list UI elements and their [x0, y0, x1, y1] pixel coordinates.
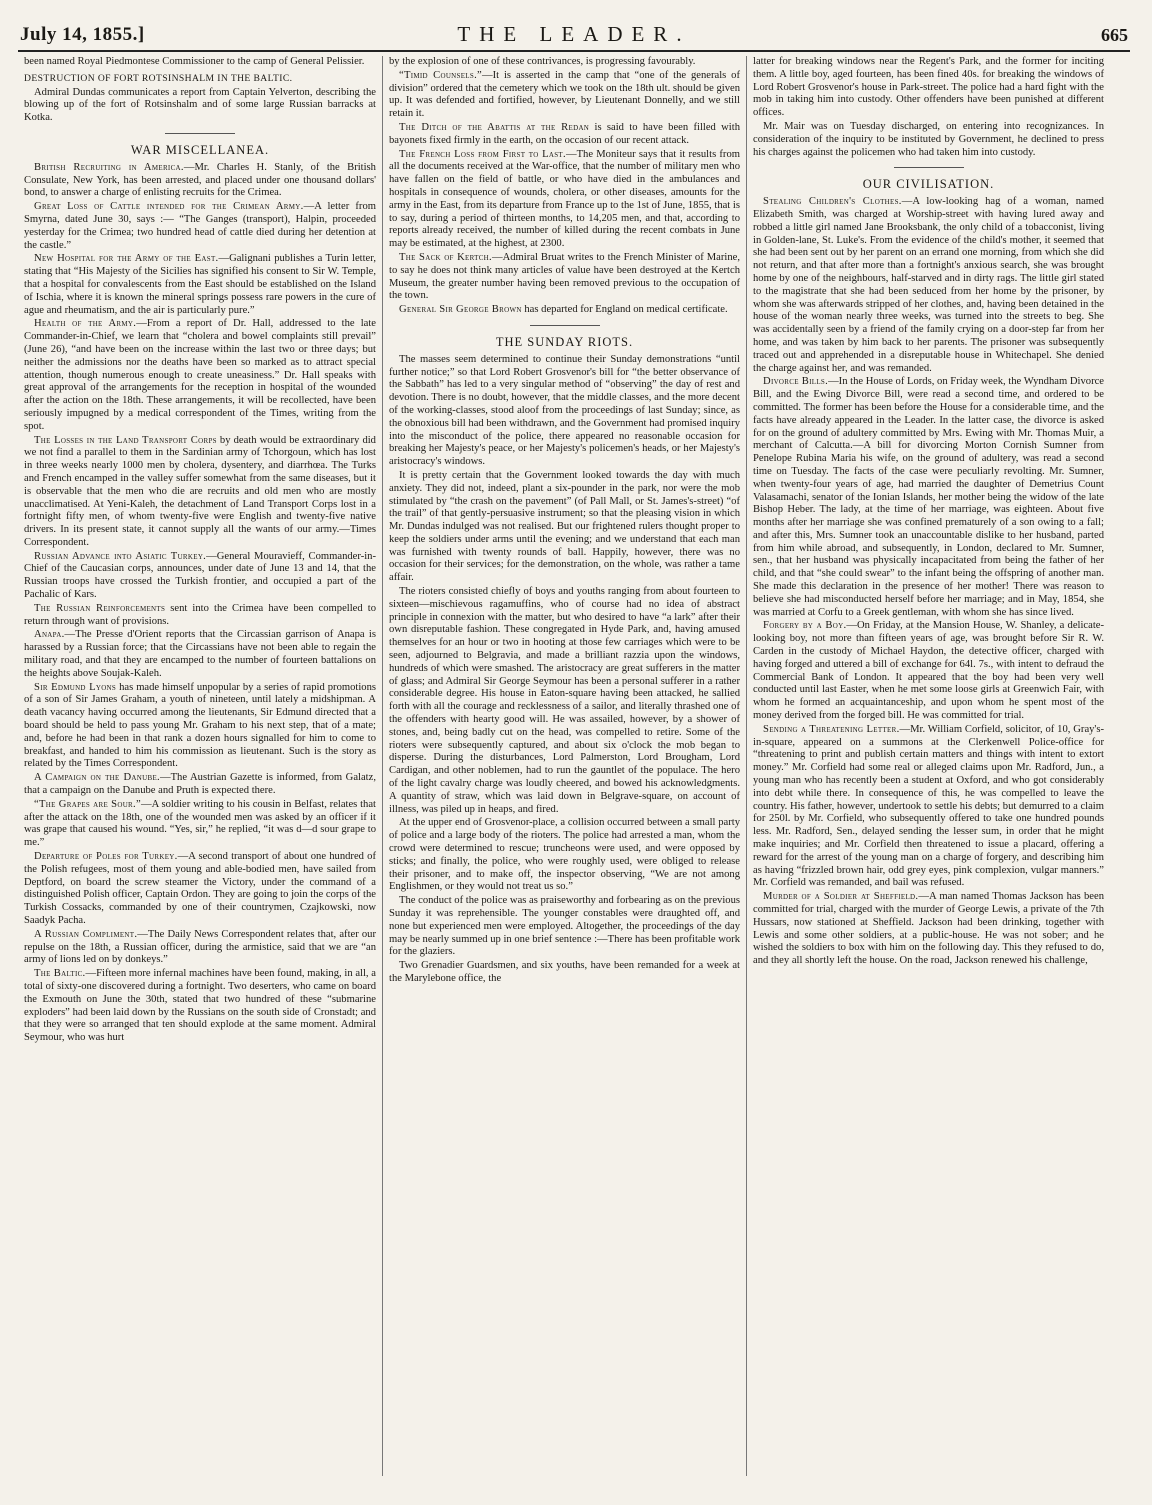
article — [24, 603, 376, 629]
article-body: —A low-looking hag of a woman, named Elizabeth Smith, was charged at Worship-street with having lured away and robbed a little girl named Jane Brooksbank, the only child of a tobacconist, living in Golden-lane, St. Luke's. From the evidence of the child's mother, it seemed that she had been sent out by her parent on an errand one morning, from which she did not return, and that after more than a fortnight's anxious search, she was brought home by one of the neighbours, half-starved and in dirty rags. The little girl stated to the magistrate that she had been seduced from her home by the prisoner, by whom she was afterwards stripped of her clothes, and, having been detained in the house of the woman nearly three weeks, was turned into the streets to beg. She was accidentally seen by a friend of the family crying on a door-step far from her home, and was taken by him back to her parents. The prisoner was subsequently traced out and apprehended in a disreputable house in Whitechapel. She denied the charge against her, and was remanded. — [753, 196, 1104, 374]
subheading: DESTRUCTION OF FORT ROTSINSHALM IN THE BALTIC. — [24, 72, 293, 84]
article-title: “The Grapes are Sour.” — [34, 798, 141, 810]
section-divider — [530, 325, 600, 326]
article-title: Health of the Army. — [34, 318, 137, 330]
paragraph: Two Grenadier Guardsmen, and six youths, have been remanded for a week at the Marylebone office, the — [389, 960, 740, 984]
paragraph: Admiral Dundas communicates a report from Captain Yelverton, describing the blowing up of the fort of Rotsinshalm and of some large Russian barracks at Kotka. — [24, 86, 376, 124]
article-title: Russian Advance into Asiatic Turkey. — [34, 550, 207, 562]
article-body: —A letter from Smyrna, dated June 30, says :— “The Ganges (transport), Halpin, proceeded yesterday for the Crimea; two hundred head of cattle died during her detention at the castle.” — [24, 201, 376, 251]
paragraph: The conduct of the police was as praiseworthy and forbearing as on the previous Sunday it was reprehensible. The younger constables were draughted off, and none but experienced men were employed. Altogether, the proceedings of the day may be nearly summed up in one brief sentence :—There has been profitable work for the glaziers. — [389, 895, 740, 958]
masthead — [18, 14, 1130, 50]
article-title: The Losses in the Land Transport Corps — [34, 434, 217, 446]
article-title: The Sack of Kertch. — [399, 251, 492, 263]
article — [24, 253, 376, 317]
column-1 — [18, 56, 382, 1476]
issue-date: July 14, 1855.] — [20, 24, 145, 45]
article-body: —Fifteen more infernal machines have been found, making, in all, a total of sixty-one discovered during a fortnight. Two deserters, who came on board the Exmouth on June the 30th, stated that two hundred of these “submarine exploders” had been laid down by the Russians on the south side of Cronstadt; and that they were so arranged that ten should explode at the same moment. Admiral Seymour, who was hurt — [24, 968, 377, 1044]
article — [389, 304, 740, 317]
article-title: The Russian Reinforcements — [34, 602, 166, 614]
column-3 — [746, 56, 1110, 1476]
section-heading-our-civilisation: OUR CIVILISATION. — [862, 177, 995, 192]
article — [24, 772, 376, 798]
article-title: Departure of Poles for Turkey. — [34, 851, 178, 863]
article — [389, 122, 740, 148]
page-number: 665 — [1101, 25, 1128, 45]
paragraph: Mr. Mair was on Tuesday discharged, on entering into recognizances. In consideration of the inquiry to be instituted by Government, he declined to press his charges against the policemen who had taken him into custody. — [753, 120, 1104, 158]
article — [24, 799, 376, 850]
article-title: Murder of a Soldier at Sheffield. — [763, 891, 919, 903]
paragraph: latter for breaking windows near the Regent's Park, and the former for inciting them. A little boy, aged fourteen, has been fined 40s. for breaking the windows of Lord Robert Grosvenor's house in Park-street. The police had a hard fight with the mob in taking him into custody. Other offenders have been punished at different offices. — [753, 56, 1104, 119]
article — [24, 929, 376, 967]
section-divider — [165, 133, 235, 134]
article — [24, 968, 376, 1045]
section-heading-war-miscellanea: WAR MISCELLANEA. — [130, 142, 270, 157]
article-body: —A second transport of about one hundred of the Polish refugees, most of them young and able-bodied men, have sailed from Deptford, on board the screw steamer the Victory, under the command of a distinguished Polish officer, Captain Ordon. They are going to join the corps of the Turkish Cossacks, commanded by one of their countrymen, Czajkowski, now Saadyk Pacha. — [24, 851, 376, 926]
article-body: —On Friday, at the Mansion House, W. Shanley, a delicate-looking boy, not more than fifteen years of age, was brought before Sir R. W. Carden in the custody of Michael Haydon, the detective officer, charged with having forged and uttered a bill of exchange for 64l. 7s., with intent to defraud the Commercial Bank of London. It appeared that the boy had been very well conducted until last Easter, when he met some loose girls at Greenwich Fair, with whom he formed an acquaintanceship, and upon whom he spent most of the money derived from the forged bill. He was committed for trial. — [753, 620, 1104, 722]
article-body: —A soldier writing to his cousin in Belfast, relates that after the attack on the 18th, one of the wounded men was asked by an officer if it was grape that caused his wound. “Yes, sir,” he replied, “it was d—d sour grape to me.” — [24, 798, 376, 849]
article-title: The Ditch of the Abattis at the Redan — [399, 121, 590, 133]
article-body: is said to have been filled with bayonets fixed firmly in the earth, on the occasion of our recent attack. — [389, 121, 740, 146]
article-title: A Russian Compliment. — [34, 928, 138, 940]
article-title: New Hospital for the Army of the East. — [34, 253, 219, 265]
article-title: A Campaign on the Danube. — [34, 772, 160, 784]
article-body: —Mr. Charles H. Stanly, of the British Consulate, New York, has been arrested, and placed under one thousand dollars' bond, to answer a charge of enlisting recruits for the Crimea. — [24, 161, 376, 199]
article-title: “Timid Counsels.” — [399, 69, 483, 81]
article — [753, 196, 1104, 375]
article-title: British Recruiting in America. — [34, 161, 184, 173]
article-body: —In the House of Lords, on Friday week, the Wyndham Divorce Bill, and the Ewing Divorce Bill, were read a second time, and ordered to be committed. The former has been before the House for a considerable time, and the facts have already appeared in the Leader. In the latter case, the divorce is asked for on the ground of adultery committed by Mrs. Ewing with Mr. Thomas Muir, a merchant of Calcutta.—A bill for divorcing Morton Cornish Sumner from Penelope Rubina Maria his wife, on the ground of adultery, was read a second time on Tuesday. The facts of the case were peculiarly revolting. Mr. Sumner, when twenty-four years of age, had married the daughter of Demetrius Count Valasamachi, senator of the Ionian Islands, her mother being the widow of the late Bishop Heber. The lady, at the time of her marriage, was eighteen. About five months after her marriage she was confined prematurely of a son owing to a fall; and after this, Mrs. Sumner took an unaccountable dislike to her husband, parted from him while abroad, and subsequently, in London, declared to Mr. Sumner, sen., that her husband was physically incapacitated from being the father of her child, and that “she could swear” to the infant being the offspring of another man. She made this declaration in the presence of her mother! There was reason to believe she had misconducted herself before her marriage; and in May, 1854, she was married at Corfu to a Greek gentleman, with whom she has since lived. — [753, 376, 1105, 618]
paragraph: The masses seem determined to continue their Sunday demonstrations “until further notice;” so that Lord Robert Grosvenor's bill for “the better observance of the Sabbath” has led to a very singular method of “observing” the day of rest and devotion. There is no doubt, however, that the middle classes, and the more decent of the working-classes, stood aloof from the proceedings of last Sunday; since, as the obnoxious bill had been withdrawn, and the Government had promised inquiry into the misconduct of the police, there appeared no reasonable occasion for breaking her Majesty's peace, or her Majesty's policemen's heads, or her Majesty's aristocracy's windows. — [389, 353, 740, 468]
article-body: —Mr. William Corfield, solicitor, of 10, Gray's-in-square, appeared on a summons at the Clerkenwell Police-office for “threatening to print and publish certain matters and things with intent to extort money.” Mr. Corfield had some real or alleged claims upon Mr. Radford, Jun., a young man who has recently been a student at Oxford, and who got considerably into debt while there. In consequence of this, he was compelled to leave the country. His father, however, undertook to settle his debts; but demurred to a claim for 250l. by Mr. Corfield, who subsequently offered to take one hundred pounds less. Mr. Radford, Sen., delayed sending the lesser sum, in order that he might make inquiries; and Mr. Corfield then threatened to issue a placard, offering a reward for the arrest of the young man on a charge of forgery, and describing him as having “frizzled brown hair, odd grey eyes, pink complexion, vulgar manners.” Mr. Corfield was remanded, and bail was refused. — [753, 723, 1104, 889]
article-body: —It is asserted in the camp that “one of the generals of division” ordered that the cemetery which we took on the 18th ult. should be given up. It was defended and fortified, however, by Lieutenant Donnelly, and we still retain it. — [389, 69, 740, 120]
article-title: Great Loss of Cattle intended for the Crimean Army. — [34, 201, 304, 213]
article-body: by death would be extraordinary did we not find a parallel to them in the Sardinian army of Tchorgoun, which has lost in three weeks nearly 1000 men by cholera, dysentery, and diarrhœa. The Turks and French encamped in the valley suffer somewhat from the same diseases, but it is observable that the men who die are recruits and old men who are mostly unacclimatised. At Yeni-Kaleh, the detachment of Land Transport Corps lost in a fortnight fifty men, of whom twenty-five were English and twenty-five native drivers. In its present state, it cannot supply all the wants of our army.—Times Correspondent. — [24, 434, 376, 548]
article-title: Anapa. — [34, 629, 65, 641]
paragraph: It is pretty certain that the Government looked towards the day with much anxiety. They did not, indeed, plant a six-pounder in the park, nor were the mob stimulated by “the crash on the pavement” (of Pall Mall, or St. James's-street) “of the trail” of that gently-persuasive instrument; so that the pleasing vision in which Mr. Dundas indulged was not realised. But our frightened rulers thought proper to keep the soldiers under arms until the evening; and we understand that each man was furnished with twenty rounds of ball. Happily, however, there was no occasion for their services; for the demonstration, on the whole, was rather a tame affair. — [389, 469, 740, 584]
article — [753, 376, 1104, 619]
article — [24, 201, 376, 252]
paragraph: been named Royal Piedmontese Commissioner to the camp of General Pelissier. — [24, 56, 365, 67]
article-title: The French Loss from First to Last. — [399, 148, 566, 160]
article — [24, 851, 376, 928]
article-body: —From a report of Dr. Hall, addressed to the late Commander-in-Chief, we learn that “cholera and bowel complaints still prevail” (June 26), “and have been on the increase within the last two or three days; but neither the admissions nor the deaths have been so marked as to attract special attention, though numerous enough to create uneasiness.” Dr. Hall speaks with great approval of the arrangements for the reception in hospital of the wounded after the action on the 18th. These arrangements, it will be recollected, have been seriously impugned by a medical correspondent of the Times, writing from the spot. — [24, 318, 376, 432]
article — [753, 620, 1104, 722]
article — [24, 435, 376, 550]
article — [389, 70, 740, 121]
section-divider — [894, 167, 964, 168]
article — [24, 162, 376, 200]
article-title: The Baltic. — [34, 968, 86, 980]
article-title: Divorce Bills. — [763, 376, 829, 388]
article — [389, 149, 740, 251]
article-title: Forgery by a Boy. — [763, 620, 847, 632]
paragraph: The rioters consisted chiefly of boys and youths ranging from about fourteen to sixteen—mischievous ragamuffins, who of course had no idea of abstract principle in connexion with the matter, but who desired to have “a lark” after their own disreputable fashion. These congregated in Hyde Park, and, having amused themselves for an hour or two in hooting at those few carriages which were to be seen, adjourned to Belgravia, and made a brilliant razzia upon the windows, hundreds of which were smashed. The aristocracy are great sufferers in the matter of glass; and Admiral Sir George Seymour has been a personal sufferer in a rather considerable degree. His house in Eaton-square having been attacked, he sallied forth with all the courage and recklessness of a sailor, and literally thrashed one of the offenders with hearty good will. He was assailed, however, by a shower of stones, and, being badly cut on the head, was compelled to retire. Some of the rioters were subsequently captured, and about six o'clock the mob began to disperse. During the disturbances, Lord Palmerston, Lord Brougham, Lord Cardigan, and other noblemen, had to run the gauntlet of the populace. The hero of the light cavalry charge was loudly cheered, and bowed his acknowledgments. A quantity of straw, which was laid down in Belgrave-square, on account of illness, was piled up in heaps, and fired. — [389, 586, 740, 815]
columns — [18, 56, 1130, 1476]
article-title: Sir Edmund Lyons — [34, 681, 117, 693]
article-body: sent into the Crimea have been compelled to return through want of provisions. — [24, 602, 376, 627]
article-body: —The Moniteur says that it results from all the documents received at the War-office, that the number of military men who have fallen on the field of battle, or who have died in the ambulances and hospitals in consequence of wounds, cholera, or other diseases, amounts for the army in the East, from its departure from France up to the 1st of June, 1855, that is to say, during a period of thirteen months, to 14,205 men, and that, according to reports already received, the number of killed during the recent combats in June may be estimated, at the highest, at 2300. — [389, 148, 740, 250]
column-2 — [382, 56, 746, 1476]
article-body: has departed for England on medical certificate. — [521, 304, 728, 316]
article — [24, 551, 376, 602]
article — [753, 724, 1104, 890]
newspaper-title: THE LEADER. — [457, 22, 691, 46]
article — [24, 629, 376, 680]
article-body: —The Presse d'Orient reports that the Circassian garrison of Anapa is harassed by a Russian force; that the Circassians have not been able to regain the military road, and that they are encamped to the number of fourteen battalions on the heights above Soujak-Kaleh. — [24, 629, 376, 679]
article-title: Stealing Children's Clothes. — [763, 196, 902, 208]
article-body: has made himself unpopular by a series of rapid promotions of a son of Sir James Graham, a youth of nineteen, until lately a midshipman. A death vacancy having occurred among the lieutenants, Sir Edmund directed that a board should be held to pass young Mr. Graham to his next step, that of a mate; and, before he had been in that rank a dozen hours signalled for him to come to breakfast, and handed to him his commission as lieutenant. Such is the story as related by the Times Correspondent. — [24, 681, 377, 770]
article-body: —The Daily News Correspondent relates that, after our repulse on the 18th, a Russian officer, during the armistice, said that we are “an army of lions led on by donkeys.” — [24, 928, 376, 966]
article — [24, 682, 376, 772]
article-body: —A man named Thomas Jackson has been committed for trial, charged with the murder of George Lewis, a private of the 7th Hussars, now stationed at Sheffield. Jackson had been drinking, together with Lewis and some other soldiers, at a public-house. He was not sober; and he wished the soldiers to box with him on the following day. This they refused to do, and they all shortly left the house. On the road, Jackson renewed his challenge, — [753, 891, 1105, 967]
article-title: Sending a Threatening Letter. — [763, 723, 900, 735]
article — [389, 252, 740, 303]
article-body: —Galignani publishes a Turin letter, stating that “His Majesty of the Sicilies has signified his consent to Sir W. Temple, that a hospital for convalescents from the East should be established on the Island of Ischia, where it is known the mineral springs possess rare powers in the cure of ague and rheumatism, and the air is particularly pure.” — [24, 253, 376, 316]
article-body: —Admiral Bruat writes to the French Minister of Marine, to say he does not think many articles of value have been destroyed at the Kertch Museum, the greater number having been removed previous to the occupation of the town. — [389, 251, 741, 302]
section-heading-sunday-riots: THE SUNDAY RIOTS. — [495, 334, 634, 349]
masthead-rule — [18, 50, 1130, 52]
article — [24, 318, 376, 433]
newspaper-page — [18, 14, 1130, 1494]
article-body: —General Mouravieff, Commander-in-Chief of the Caucasian corps, announces, under date of June 13 and 14, that the Russian troops have crossed the Turkish frontier, and occupied a part of the Pachalic of Kars. — [24, 550, 376, 601]
paragraph: by the explosion of one of these contrivances, is progressing favourably. — [389, 56, 696, 67]
article-title: General Sir George Brown — [399, 304, 522, 316]
article-body: —The Austrian Gazette is informed, from Galatz, that a campaign on the Danube and Pruth is expected there. — [24, 772, 376, 797]
paragraph: At the upper end of Grosvenor-place, a collision occurred between a small party of police and a large body of the rioters. The police had arrested a man, whom the crowd were determined to rescue; truncheons were used, and were opposed by sticks; and finally, the police, who were roughly used, were obliged to release their prisoner, and to make off, the inspector observing, “We are not among Englishmen, or they would not treat us so.” — [389, 817, 740, 893]
article — [753, 891, 1104, 968]
